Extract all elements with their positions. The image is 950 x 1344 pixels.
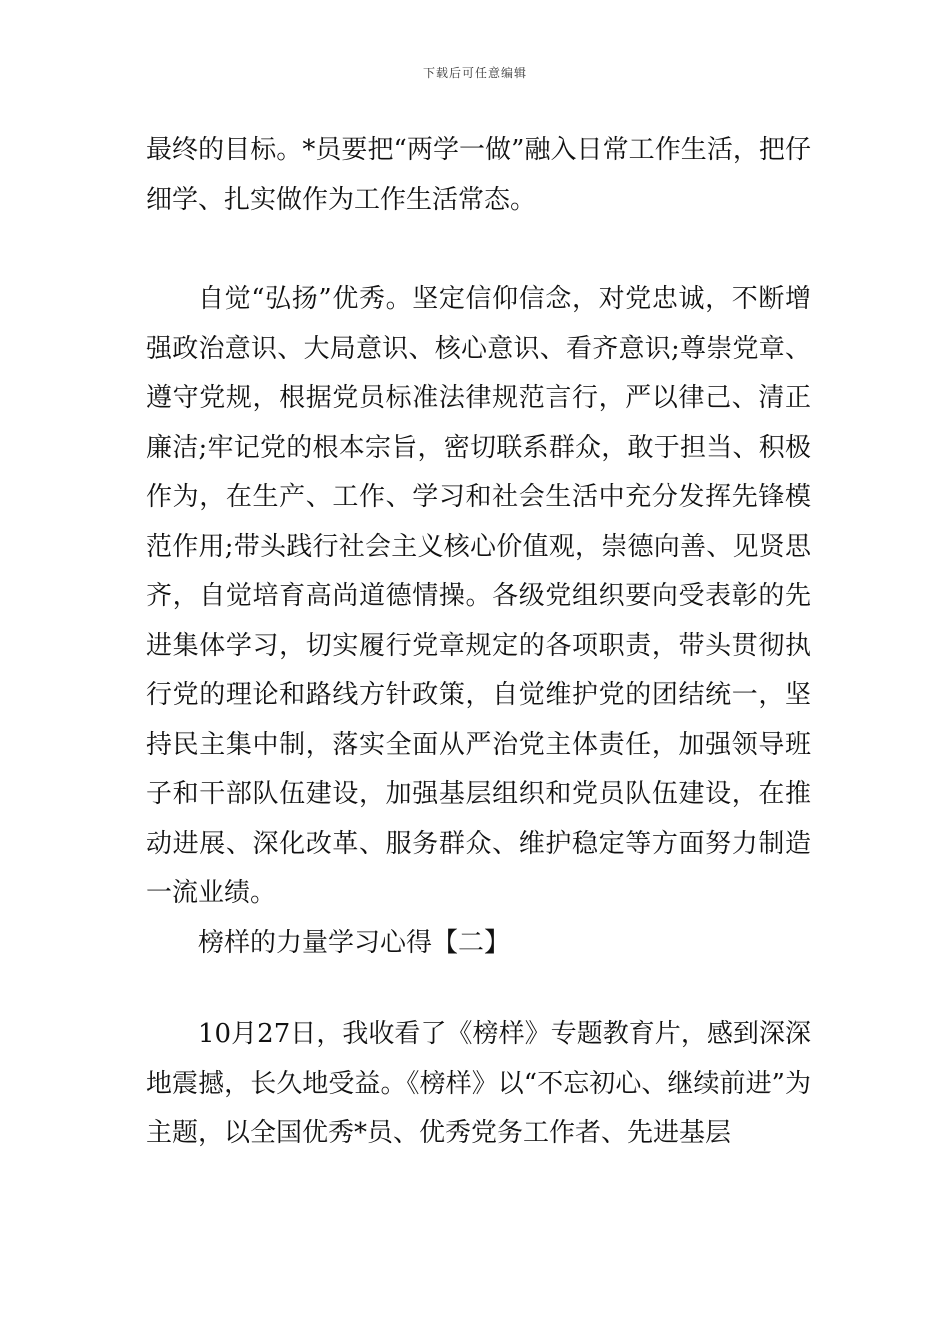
- page-header: 下载后可任意编辑: [422, 66, 527, 80]
- document-body: [146, 126, 811, 1159]
- section-heading: 榜样的力量学习心得【二】: [198, 927, 511, 958]
- paragraph-intro: 10月27日，我收看了《榜样》专题教育片，感到深深地震撼，长久地受益。《榜样》以“不忘初心、继续前进”为主题，以全国优秀*员、优秀党务工作者、先进基层: [146, 1019, 811, 1148]
- paragraph-continued: 最终的目标。*员要把“两学一做”融入日常工作生活，把仔细学、扎实做作为工作生活常态。: [146, 135, 811, 215]
- paragraph-promote-excellence: 自觉“弘扬”优秀。坚定信仰信念，对党忠诚，不断增强政治意识、大局意识、核心意识、看齐意识;尊崇党章、遵守党规，根据党员标准法律规范言行，严以律己、清正廉洁;牢记党的根本宗旨，密切联系群众，敢于担当、积极作为，在生产、工作、学习和社会生活中充分发挥先锋模范作用;带头践行社会主义核心价值观，崇德向善、见贤思齐，自觉培育高尚道德情操。各级党组织要向受表彰的先进集体学习，切实履行党章规定的各项职责，带头贯彻执行党的理论和路线方针政策，自觉维护党的团结统一，坚持民主集中制，落实全面从严治党主体责任，加强领导班子和干部队伍建设，加强基层组织和党员队伍建设，在推动进展、深化改革、服务群众、维护稳定等方面努力制造一流业绩。: [146, 284, 811, 908]
